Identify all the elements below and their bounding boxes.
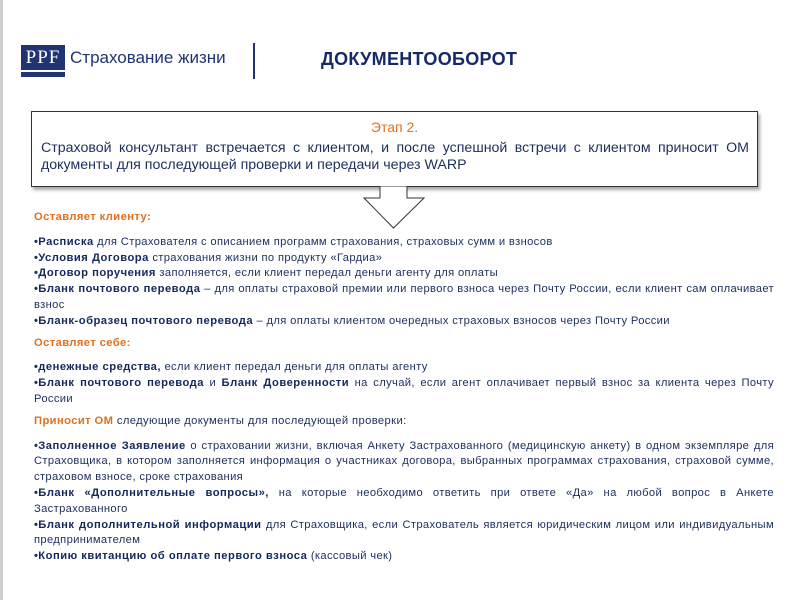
list-item bbox=[34, 518, 774, 550]
stage-description: Страховой консультант встречается с клиентом, и после успешной встречи с клиентом приносит ОМ документы для последующей проверки и передачи через WARP bbox=[41, 140, 749, 173]
brand-name: Страхование жизни bbox=[70, 48, 226, 67]
bullet: • bbox=[34, 550, 39, 563]
bullet: • bbox=[34, 314, 39, 327]
list-item bbox=[34, 439, 774, 486]
item-text: если клиент передал деньги для оплаты агенту bbox=[161, 361, 428, 374]
item-title-2: Бланк Доверенности bbox=[221, 377, 350, 390]
bullet: • bbox=[34, 267, 39, 280]
list-item bbox=[34, 251, 774, 267]
list-item bbox=[34, 549, 774, 565]
list-item bbox=[34, 376, 774, 408]
item-title: Условия Договора bbox=[38, 251, 149, 264]
item-text: – для оплаты клиентом очередных страховых взносов через Почту России bbox=[253, 314, 670, 327]
bullet: • bbox=[34, 518, 39, 531]
list-item bbox=[34, 360, 774, 376]
agent-keeps-list bbox=[34, 360, 774, 407]
section-heading-client: Оставляет клиенту: bbox=[34, 211, 152, 223]
bullet: • bbox=[34, 486, 39, 499]
item-text: о страховании жизни, включая Анкету Застрахованного (медицинскую анкету) в одном экземпляре для Страховщика, в котором заполняется информация о участниках договора, выбранных программах страхования, страховой сумме, страховом взносе, сроке страхования bbox=[34, 439, 774, 484]
item-text: на случай, если агент оплачивает первый взнос за клиента через Почту России bbox=[34, 377, 774, 405]
document-content bbox=[34, 210, 774, 571]
ppf-logo-mark: PPF bbox=[21, 45, 65, 77]
company-logo bbox=[21, 45, 226, 77]
item-title: Копию квитанцию об оплате первого взноса bbox=[38, 550, 308, 563]
left-edge-bar bbox=[0, 0, 3, 600]
item-text: на которые необходимо ответить при ответе «Да» на любой вопрос в Анкете Застрахованного bbox=[34, 486, 774, 515]
bullet: • bbox=[34, 251, 39, 264]
item-title: денежные средства, bbox=[38, 361, 162, 374]
item-text: – для оплаты страховой премии или первого взноса через Почту России, если клиент сам оплачивает взнос bbox=[34, 283, 774, 311]
heading-rest: следующие документы для последующей проверки: bbox=[113, 414, 407, 427]
item-text: заполняется, если клиент передал деньги агенту для оплаты bbox=[155, 267, 498, 280]
item-title: Бланк «Дополнительные вопросы», bbox=[38, 486, 269, 499]
bullet: • bbox=[34, 283, 39, 296]
bullet: • bbox=[34, 377, 39, 390]
bullet: • bbox=[34, 361, 39, 374]
heading-highlight: Приносит ОМ bbox=[34, 414, 114, 427]
list-item bbox=[34, 314, 774, 330]
list-item bbox=[34, 486, 774, 518]
item-title: Расписка bbox=[38, 235, 94, 248]
item-title: Бланк дополнительной информации bbox=[38, 518, 262, 531]
item-title: Бланк-образец почтового перевода bbox=[38, 314, 254, 327]
client-documents-list bbox=[34, 235, 774, 330]
item-title: Договор поручения bbox=[38, 267, 156, 280]
item-text: страхования жизни по продукту «Гардиа» bbox=[148, 251, 383, 264]
page-title: ДОКУМЕНТООБОРОТ bbox=[321, 49, 518, 69]
item-title: Бланк почтового перевода bbox=[38, 283, 201, 296]
stage-callout-box bbox=[31, 111, 758, 187]
om-documents-list bbox=[34, 439, 774, 565]
stage-title: Этап 2. bbox=[370, 119, 419, 135]
bullet: • bbox=[34, 439, 39, 452]
list-item bbox=[34, 266, 774, 282]
item-text: для Страхователя с описанием программ страхования, страховых сумм и взносов bbox=[93, 235, 553, 248]
section-heading-self: Оставляет себе: bbox=[34, 336, 131, 349]
section-heading-om bbox=[34, 414, 774, 430]
list-item bbox=[34, 282, 774, 314]
item-text: для Страховщика, если Страхователь является юридическим лицом или индивидуальным предпринимателем bbox=[34, 518, 774, 547]
item-text: и bbox=[203, 377, 222, 390]
bullet: • bbox=[34, 235, 39, 248]
header-divider bbox=[253, 43, 255, 79]
list-item bbox=[34, 235, 774, 251]
item-title: Бланк почтового перевода bbox=[38, 377, 204, 390]
item-title: Заполненное Заявление bbox=[38, 439, 186, 452]
item-text: (кассовый чек) bbox=[307, 550, 393, 563]
